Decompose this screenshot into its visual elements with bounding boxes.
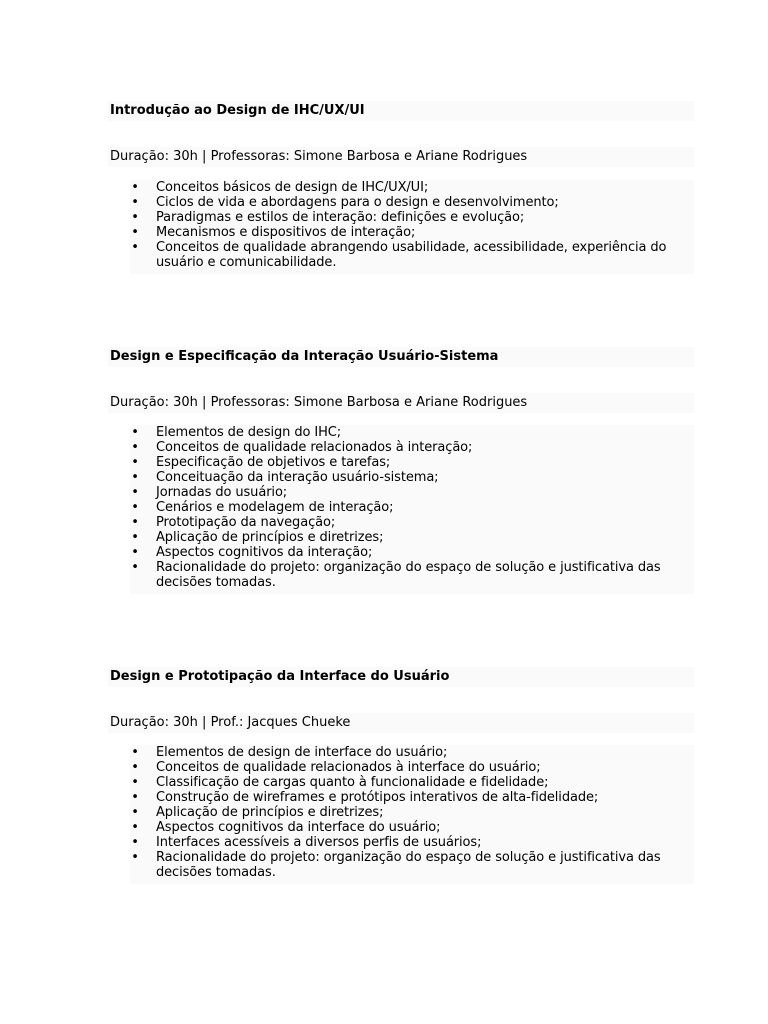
- topic-item: [130, 440, 694, 455]
- topic-item: [130, 805, 694, 820]
- topic-text: Aplicação de princípios e diretrizes;: [156, 530, 384, 545]
- topic-item: [130, 455, 694, 470]
- bullet-icon: •: [131, 850, 139, 865]
- topic-item: [130, 485, 694, 500]
- topic-list: [130, 425, 694, 594]
- topic-text: Conceitos de qualidade abrangendo usabilidade, acessibilidade, experiência do usuário e comunicabilidade.: [156, 240, 667, 270]
- bullet-icon: •: [131, 195, 139, 210]
- course-title: Introdução ao Design de IHC/UX/UI: [108, 101, 694, 121]
- bullet-icon: •: [131, 440, 139, 455]
- course-topics-block-3: [108, 745, 694, 884]
- course-section-2: [108, 347, 694, 367]
- topic-item: [130, 425, 694, 440]
- topic-text: Racionalidade do projeto: organização do espaço de solução e justificativa das decisões tomadas.: [156, 850, 661, 880]
- topic-item: [130, 210, 694, 225]
- topic-text: Interfaces acessíveis a diversos perfis de usuários;: [156, 835, 482, 850]
- topic-text: Aplicação de princípios e diretrizes;: [156, 805, 384, 820]
- topic-item: [130, 560, 694, 590]
- topic-item: [130, 545, 694, 560]
- topic-text: Conceitos básicos de design de IHC/UX/UI;: [156, 180, 429, 195]
- bullet-icon: •: [131, 180, 139, 195]
- bullet-icon: •: [131, 225, 139, 240]
- course-section-1: [108, 101, 694, 121]
- bullet-icon: •: [131, 210, 139, 225]
- topic-text: Construção de wireframes e protótipos interativos de alta-fidelidade;: [156, 790, 599, 805]
- topic-text: Paradigmas e estilos de interação: definições e evolução;: [156, 210, 525, 225]
- topic-item: [130, 195, 694, 210]
- bullet-icon: •: [131, 240, 139, 255]
- topic-text: Mecanismos e dispositivos de interação;: [156, 225, 416, 240]
- course-meta-block-3: [108, 713, 694, 733]
- topic-item: [130, 500, 694, 515]
- topic-item: [130, 745, 694, 760]
- topic-text: Elementos de design do IHC;: [156, 425, 342, 440]
- topic-text: Especificação de objetivos e tarefas;: [156, 455, 391, 470]
- bullet-icon: •: [131, 805, 139, 820]
- topic-text: Aspectos cognitivos da interface do usuário;: [156, 820, 441, 835]
- topic-text: Ciclos de vida e abordagens para o design e desenvolvimento;: [156, 195, 559, 210]
- bullet-icon: •: [131, 760, 139, 775]
- bullet-icon: •: [131, 745, 139, 760]
- topic-item: [130, 530, 694, 545]
- topic-item: [130, 225, 694, 240]
- bullet-icon: •: [131, 515, 139, 530]
- topic-text: Aspectos cognitivos da interação;: [156, 545, 373, 560]
- topic-item: [130, 470, 694, 485]
- course-meta: Duração: 30h | Prof.: Jacques Chueke: [108, 713, 694, 733]
- topic-item: [130, 790, 694, 805]
- course-meta: Duração: 30h | Professoras: Simone Barbosa e Ariane Rodrigues: [108, 393, 694, 413]
- bullet-icon: •: [131, 560, 139, 575]
- topic-item: [130, 240, 694, 270]
- topic-text: Racionalidade do projeto: organização do espaço de solução e justificativa das decisões tomadas.: [156, 560, 661, 590]
- bullet-icon: •: [131, 530, 139, 545]
- course-meta-block-1: [108, 147, 694, 167]
- topic-item: [130, 835, 694, 850]
- course-meta: Duração: 30h | Professoras: Simone Barbosa e Ariane Rodrigues: [108, 147, 694, 167]
- bullet-icon: •: [131, 425, 139, 440]
- topic-text: Cenários e modelagem de interação;: [156, 500, 394, 515]
- topic-text: Elementos de design de interface do usuário;: [156, 745, 448, 760]
- course-meta-block-2: [108, 393, 694, 413]
- bullet-icon: •: [131, 835, 139, 850]
- bullet-icon: •: [131, 790, 139, 805]
- topic-text: Conceituação da interação usuário-sistema;: [156, 470, 439, 485]
- bullet-icon: •: [131, 775, 139, 790]
- topic-text: Classificação de cargas quanto à funcionalidade e fidelidade;: [156, 775, 549, 790]
- course-section-3: [108, 667, 694, 687]
- topic-text: Jornadas do usuário;: [156, 485, 288, 500]
- topic-item: [130, 515, 694, 530]
- topic-text: Conceitos de qualidade relacionados à interface do usuário;: [156, 760, 541, 775]
- topic-item: [130, 760, 694, 775]
- topic-item: [130, 180, 694, 195]
- topic-item: [130, 850, 694, 880]
- bullet-icon: •: [131, 470, 139, 485]
- topic-list: [130, 180, 694, 274]
- bullet-icon: •: [131, 820, 139, 835]
- course-title: Design e Especificação da Interação Usuário-Sistema: [108, 347, 694, 367]
- bullet-icon: •: [131, 500, 139, 515]
- bullet-icon: •: [131, 545, 139, 560]
- course-topics-block-2: [108, 425, 694, 594]
- topic-list: [130, 745, 694, 884]
- bullet-icon: •: [131, 455, 139, 470]
- topic-item: [130, 820, 694, 835]
- bullet-icon: •: [131, 485, 139, 500]
- topic-text: Conceitos de qualidade relacionados à interação;: [156, 440, 473, 455]
- course-title: Design e Prototipação da Interface do Usuário: [108, 667, 694, 687]
- topic-item: [130, 775, 694, 790]
- course-topics-block-1: [108, 180, 694, 274]
- topic-text: Prototipação da navegação;: [156, 515, 336, 530]
